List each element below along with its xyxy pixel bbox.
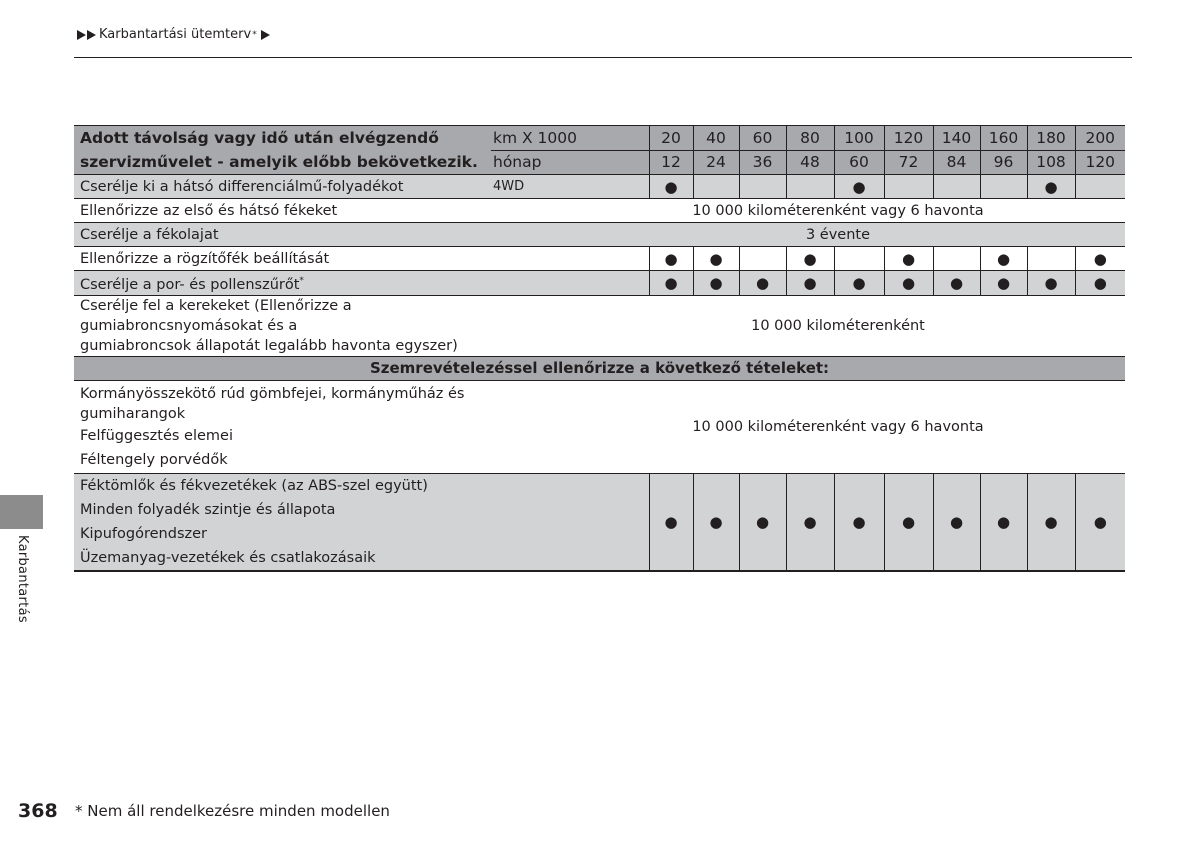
km-value: 200 [1075,126,1125,151]
km-value: 60 [739,126,786,151]
dot-cell: ● [834,271,884,296]
table-row [74,473,1125,571]
header-row-km [74,126,1125,151]
dot-cell: ● [933,473,980,571]
dot-cell: ● [1027,175,1075,199]
table-row [74,295,1125,356]
table-row [74,223,1125,247]
km-value: 160 [980,126,1027,151]
header-rule [74,57,1132,58]
row-label: gumiharangok [80,405,186,422]
dot-cell [834,247,884,271]
dot-cell [884,175,933,199]
month-value: 108 [1027,150,1075,175]
dot-cell [693,175,739,199]
km-value: 20 [649,126,693,151]
section-tab [0,495,43,529]
page-number: 368 [18,800,58,822]
month-value: 60 [834,150,884,175]
month-value: 24 [693,150,739,175]
dot-cell: ● [649,175,693,199]
dot-cell: ● [884,247,933,271]
dot-cell: ● [739,473,786,571]
row-label: Üzemanyag-vezetékek és csatlakozásaik [80,549,376,566]
arrow-icon [87,30,96,40]
row-label: Féktömlők és fékvezetékek (az ABS-szel együtt) [80,477,428,494]
row-label: Cserélje a fékolajat [74,223,491,247]
month-value: 120 [1075,150,1125,175]
dot-cell: ● [834,175,884,199]
row-label: Cserélje a por- és pollenszűrőt* [74,271,491,296]
row-label: Ellenőrizze az első és hátsó fékeket [74,199,491,223]
dot-cell: ● [739,271,786,296]
dot-cell: ● [980,271,1027,296]
month-value: 84 [933,150,980,175]
dot-cell [933,175,980,199]
dot-cell: ● [884,271,933,296]
dot-cell: ● [1075,473,1125,571]
dot-cell: ● [834,473,884,571]
dot-cell: ● [1075,247,1125,271]
table-row [74,199,1125,223]
dot-cell: ● [933,271,980,296]
month-label: hónap [491,150,649,175]
dot-cell: ● [1027,473,1075,571]
dot-cell: ● [649,271,693,296]
interval-text: 3 évente [491,223,1125,247]
dot-cell: ● [786,247,834,271]
dot-cell [933,247,980,271]
row-label: Felfüggesztés elemei [80,427,234,444]
section-tab-label: Karbantartás [15,535,30,623]
month-value: 48 [786,150,834,175]
dot-cell: ● [649,473,693,571]
row-label-group [74,380,491,473]
km-value: 180 [1027,126,1075,151]
dot-cell: ● [693,271,739,296]
empty-cell [491,473,649,571]
month-value: 96 [980,150,1027,175]
footnote: * Nem áll rendelkezésre minden modellen [75,802,390,820]
row-label: Cserélje fel a kerekeket (Ellenőrizze a gumiabroncsnyomásokat és a gumiabroncsok állapotát legalább havonta egyszer) [74,295,491,356]
km-value: 120 [884,126,933,151]
breadcrumb [77,27,271,42]
month-value: 12 [649,150,693,175]
row-label: Kormányösszekötő rúd gömbfejei, kormányműház és [80,385,465,402]
table-row [74,271,1125,296]
dot-cell [786,175,834,199]
row-note: 4WD [491,175,649,199]
table-row [74,380,1125,473]
row-label: Kipufogórendszer [80,525,207,542]
dot-cell: ● [884,473,933,571]
km-value: 140 [933,126,980,151]
breadcrumb-label: Karbantartási ütemterv [99,27,252,42]
dot-cell: ● [1075,271,1125,296]
dot-cell: ● [980,473,1027,571]
dot-cell: ● [980,247,1027,271]
km-value: 80 [786,126,834,151]
empty-cell [491,247,649,271]
dot-cell [980,175,1027,199]
header-title: Adott távolság vagy idő után elvégzendő szervizművelet - amelyik előbb bekövetkezik. [74,126,491,175]
row-marker: * [299,276,304,286]
km-value: 100 [834,126,884,151]
breadcrumb-marker: * [252,29,257,40]
dot-cell [1075,175,1125,199]
empty-cell [491,271,649,296]
table-row [74,247,1125,271]
dot-cell: ● [1027,271,1075,296]
month-value: 36 [739,150,786,175]
arrow-icon [261,30,270,40]
dot-cell [739,247,786,271]
month-value: 72 [884,150,933,175]
interval-text: 10 000 kilométerenként vagy 6 havonta [491,380,1125,473]
dot-cell [739,175,786,199]
row-label: Minden folyadék szintje és állapota [80,501,336,518]
maintenance-schedule-table [74,125,1125,572]
table-row [74,175,1125,199]
arrow-icon [77,30,86,40]
km-label: km X 1000 [491,126,649,151]
row-label: Féltengely porvédők [80,451,228,468]
dot-cell: ● [786,271,834,296]
section-title: Szemrevételezéssel ellenőrizze a következő tételeket: [74,356,1125,380]
row-label-group [74,473,491,571]
section-header-row [74,356,1125,380]
interval-text: 10 000 kilométerenként [491,295,1125,356]
interval-text: 10 000 kilométerenként vagy 6 havonta [491,199,1125,223]
row-label: Cserélje ki a hátsó differenciálmű-folyadékot [74,175,491,199]
dot-cell: ● [786,473,834,571]
dot-cell: ● [649,247,693,271]
dot-cell [1027,247,1075,271]
dot-cell: ● [693,247,739,271]
km-value: 40 [693,126,739,151]
dot-cell: ● [693,473,739,571]
row-label: Ellenőrizze a rögzítőfék beállítását [74,247,491,271]
